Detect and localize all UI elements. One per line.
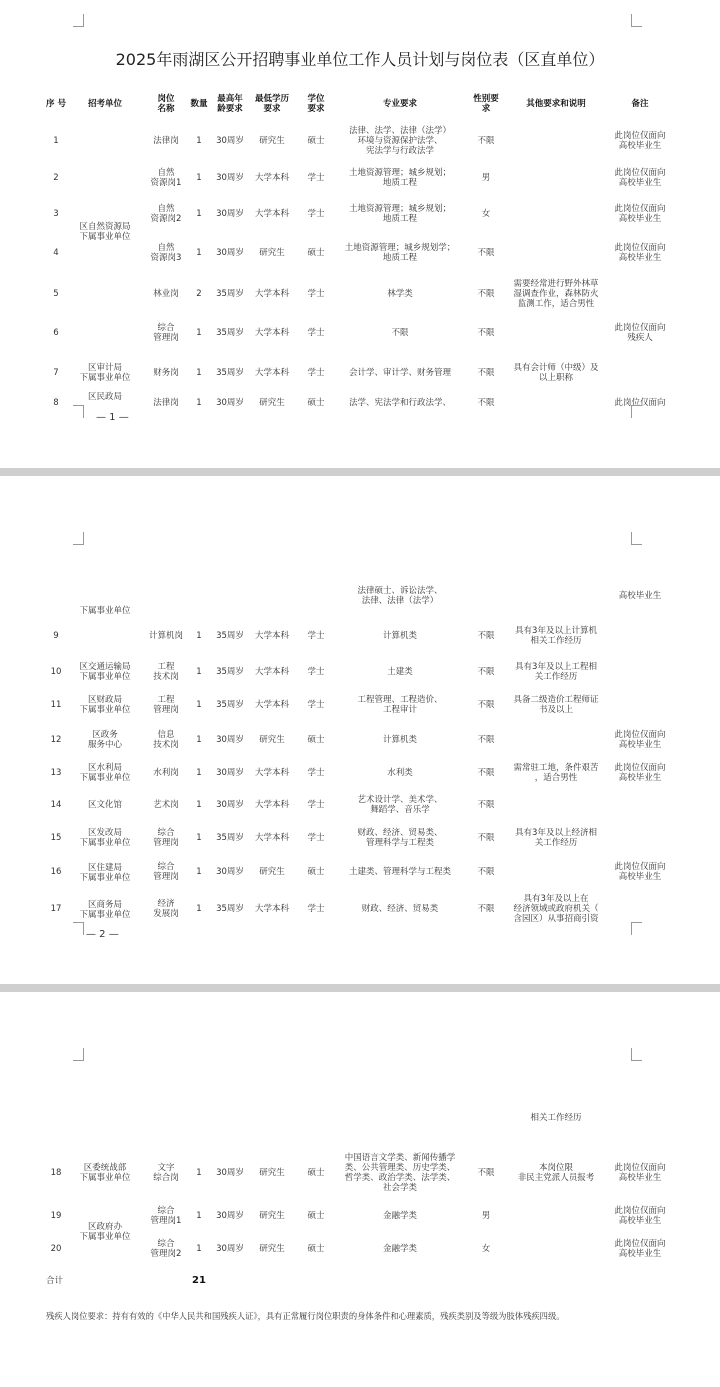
row-count-cell: 1 [196,904,202,914]
row-note-cell: 此岗位仅面向 残疾人 [614,323,666,343]
crop-mark [73,922,84,935]
crop-mark [631,532,642,545]
row-count-cell: 1 [196,248,202,258]
unit-cell: 区民政局 [87,392,123,402]
row-gender-cell: 不限 [477,800,495,810]
row-gender-cell: 不限 [477,667,495,677]
row-major-cell: 水利类 [387,768,413,778]
row-degree-cell: 学士 [307,289,325,299]
row-count-cell: 1 [196,800,202,810]
row-degree-cell: 学士 [307,768,325,778]
row-gender-cell: 不限 [477,1168,495,1178]
page-number: — 1 — [96,412,129,423]
row-count-cell: 1 [196,833,202,843]
row-count-cell: 1 [196,209,202,219]
crop-mark [73,405,84,418]
row-edu-cell: 大学本科 [254,768,290,778]
row-post-cell: 财务岗 [153,368,179,378]
row-major-cell: 工程管理、工程造价、 工程审计 [357,695,443,715]
header-count: 数量 [190,99,208,109]
row-other-cell: 具备二级造价工程师证 书及以上 [513,695,599,715]
row-gender-cell: 不限 [477,867,495,877]
row-post-cell: 综合 管理岗 [153,862,179,882]
row-seq-cell: 4 [53,248,59,258]
row-gender-cell: 男 [481,173,491,183]
unit-cell: 区文化馆 [87,800,123,810]
row-degree-cell: 学士 [307,700,325,710]
page-1 [0,0,720,468]
row-gender-cell: 不限 [477,328,495,338]
row-age-cell: 30周岁 [216,209,244,219]
unit-cell: 区商务局 下属事业单位 [79,900,131,920]
header-major: 专业要求 [382,99,418,109]
crop-mark [631,405,642,418]
row-gender-cell: 女 [481,1244,491,1254]
row-major-cell: 土建类 [387,667,413,677]
row-gender-cell: 不限 [477,700,495,710]
row-edu-cell: 大学本科 [254,631,290,641]
row-seq-cell: 3 [53,209,59,219]
row-post-cell: 综合 管理岗1 [150,1206,182,1226]
row-age-cell: 35周岁 [216,289,244,299]
row-gender-cell: 不限 [477,833,495,843]
header-degree: 学位 要求 [307,94,325,114]
row-degree-cell: 硕士 [307,1168,325,1178]
row-degree-cell: 硕士 [307,735,325,745]
unit-cell: 区政府办 下属事业单位 [79,1222,131,1242]
row-count-cell: 1 [196,398,202,408]
row-gender-cell: 不限 [477,398,495,408]
row-major-cell: 法律、法学、法律（法学） 环境与资源保护法学、 宪法学与行政法学 [348,126,452,156]
unit-cell: 下属事业单位 [79,606,131,616]
row-count-cell: 1 [196,1168,202,1178]
row-age-cell: 35周岁 [216,631,244,641]
row-age-cell: 30周岁 [216,800,244,810]
unit-cell: 区政务 服务中心 [87,730,123,750]
row-gender-cell: 不限 [477,631,495,641]
row-post-cell: 法律岗 [153,398,179,408]
total-value: 21 [192,1275,206,1286]
row-degree-cell: 学士 [307,833,325,843]
row-degree-cell: 学士 [307,800,325,810]
row-age-cell: 30周岁 [216,768,244,778]
row-seq-cell: 13 [50,768,62,778]
row-major-cell: 林学类 [387,289,413,299]
row-gender-cell: 不限 [477,768,495,778]
row-age-cell: 30周岁 [216,1211,244,1221]
row-edu-cell: 大学本科 [254,800,290,810]
row-post-cell: 经济 发展岗 [153,899,179,919]
row-edu-cell: 研究生 [259,735,285,745]
row-seq-cell: 12 [50,735,62,745]
row-seq-cell: 18 [50,1168,62,1178]
row-seq-cell: 16 [50,867,62,877]
row-note-cell: 此岗位仅面向 高校毕业生 [614,204,666,224]
row-post-cell: 计算机岗 [148,631,184,641]
row-edu-cell: 研究生 [259,136,285,146]
row-other-cell: 需要经常进行野外林草 湿调查作业，森林防火 监测工作，适合男性 [513,279,599,309]
row-count-cell: 1 [196,136,202,146]
page-number: — 2 — [86,929,119,940]
row-gender-cell: 不限 [477,136,495,146]
row-seq-cell: 8 [53,398,59,408]
row-major-cell: 财政、经济、贸易类、 管理科学与工程类 [357,828,443,848]
row-edu-cell: 大学本科 [254,833,290,843]
row-note-cell: 此岗位仅面向 高校毕业生 [614,168,666,188]
row-age-cell: 35周岁 [216,700,244,710]
row-age-cell: 30周岁 [216,1244,244,1254]
row-degree-cell: 学士 [307,209,325,219]
row-note-cell: 此岗位仅面向 高校毕业生 [614,1163,666,1183]
row-count-cell: 1 [196,700,202,710]
row-post-cell: 艺术岗 [153,800,179,810]
row-degree-cell: 硕士 [307,1244,325,1254]
row-edu-cell: 研究生 [259,1211,285,1221]
row-count-cell: 1 [196,867,202,877]
row-seq-cell: 17 [50,904,62,914]
header-edu: 最低学历 要求 [254,94,290,114]
row-major-cell: 不限 [391,328,409,338]
row-degree-cell: 学士 [307,368,325,378]
unit-cell: 区水利局 下属事业单位 [79,763,131,783]
row-seq-cell: 9 [53,631,59,641]
row-other-cell: 具有会计师（中级）及 以上职称 [513,363,599,383]
row-count-cell: 1 [196,1211,202,1221]
row-degree-cell: 学士 [307,328,325,338]
row-age-cell: 30周岁 [216,1168,244,1178]
row-post-cell: 法律岗 [153,136,179,146]
row-age-cell: 35周岁 [216,833,244,843]
row-seq-cell: 20 [50,1244,62,1254]
row-post-cell: 信息 技术岗 [153,730,179,750]
page-title: 2025年雨湖区公开招聘事业单位工作人员计划与岗位表（区直单位） [115,50,605,69]
row-count-cell: 1 [196,368,202,378]
crop-mark [631,1048,642,1061]
row-count-cell: 1 [196,173,202,183]
row-edu-cell: 研究生 [259,248,285,258]
row-other-cell: 需常驻工地，条件艰苦 ，适合男性 [513,763,599,783]
header-seq: 序 号 [46,99,66,109]
row-count-cell: 2 [196,289,202,299]
row-age-cell: 30周岁 [216,248,244,258]
unit-cell: 区交通运输局 下属事业单位 [79,662,131,682]
row-seq-cell: 15 [50,833,62,843]
row-degree-cell: 学士 [307,904,325,914]
row-other-cell: 具有3年及以上在 经济领域或政府机关（ 含园区）从事招商引资 [513,894,599,924]
footnote: 残疾人岗位要求：持有有效的《中华人民共和国残疾人证》，具有正常履行岗位职责的身体条件和心理素质，残疾类别及等级为肢体残疾四级。 [46,1311,565,1321]
row-other-cell: 具有3年及以上计算机 相关工作经历 [515,626,597,646]
row-note-cell: 此岗位仅面向 高校毕业生 [614,1239,666,1259]
row-seq-cell: 2 [53,173,59,183]
header-other: 其他要求和说明 [526,99,586,109]
row-seq-cell: 7 [53,368,59,378]
row-degree-cell: 硕士 [307,867,325,877]
row-post-cell: 综合 管理岗 [153,828,179,848]
crop-mark [631,922,642,935]
row-degree-cell: 学士 [307,173,325,183]
unit-cell: 区委统战部 下属事业单位 [79,1163,131,1183]
row-seq-cell: 6 [53,328,59,338]
header-gender: 性别要 求 [473,94,499,114]
total-label: 合计 [46,1276,64,1286]
unit-cell: 区发改局 下属事业单位 [79,828,131,848]
row-other-cell: 本岗位限 非民主党派人员报考 [517,1163,595,1183]
row-note-cell: 此岗位仅面向 高校毕业生 [614,131,666,151]
row-age-cell: 30周岁 [216,735,244,745]
unit-cell: 区自然资源局 下属事业单位 [79,222,131,242]
row-post-cell: 林业岗 [153,289,179,299]
row-note-cell: 此岗位仅面向 高校毕业生 [614,243,666,263]
row-age-cell: 30周岁 [216,136,244,146]
row-edu-cell: 大学本科 [254,289,290,299]
row-major-cell: 法律硕士、诉讼法学、 法律、法律（法学） [357,586,443,606]
row-major-cell: 土地资源管理；城乡规划； 地质工程 [348,204,452,224]
unit-cell: 区财政局 下属事业单位 [79,695,131,715]
row-note-cell: 此岗位仅面向 高校毕业生 [614,1206,666,1226]
row-edu-cell: 研究生 [259,398,285,408]
row-age-cell: 35周岁 [216,328,244,338]
row-other-cell: 相关工作经历 [530,1113,582,1123]
row-note-cell: 高校毕业生 [618,591,662,601]
row-gender-cell: 女 [481,209,491,219]
row-seq-cell: 14 [50,800,62,810]
row-major-cell: 计算机类 [382,631,418,641]
row-degree-cell: 硕士 [307,136,325,146]
crop-mark [631,14,642,27]
page-2 [0,476,720,984]
header-unit: 招考单位 [87,99,123,109]
row-post-cell: 综合 管理岗2 [150,1239,182,1259]
row-age-cell: 30周岁 [216,173,244,183]
unit-cell: 区住建局 下属事业单位 [79,863,131,883]
row-edu-cell: 大学本科 [254,368,290,378]
row-post-cell: 自然 资源岗3 [150,243,182,263]
row-count-cell: 1 [196,328,202,338]
row-major-cell: 艺术设计学、美术学、 舞蹈学、音乐学 [357,795,443,815]
row-edu-cell: 大学本科 [254,328,290,338]
row-major-cell: 土地资源管理；城乡规划； 地质工程 [348,168,452,188]
row-count-cell: 1 [196,631,202,641]
row-age-cell: 35周岁 [216,904,244,914]
row-edu-cell: 大学本科 [254,667,290,677]
row-other-cell: 具有3年及以上工程相 关工作经历 [515,662,597,682]
row-degree-cell: 学士 [307,631,325,641]
row-edu-cell: 研究生 [259,1244,285,1254]
page-3 [0,992,720,1387]
row-degree-cell: 硕士 [307,398,325,408]
row-seq-cell: 1 [53,136,59,146]
row-count-cell: 1 [196,667,202,677]
row-major-cell: 中国语言文学类、新闻传播学 类、公共管理类、历史学类、 哲学类、政治学类、法学类、 社会学类 [344,1153,456,1193]
row-seq-cell: 19 [50,1211,62,1221]
row-age-cell: 30周岁 [216,398,244,408]
row-age-cell: 35周岁 [216,368,244,378]
row-degree-cell: 硕士 [307,248,325,258]
row-major-cell: 土地资源管理；城乡规划学； 地质工程 [344,243,456,263]
row-seq-cell: 5 [53,289,59,299]
row-post-cell: 水利岗 [153,768,179,778]
row-count-cell: 1 [196,768,202,778]
row-edu-cell: 大学本科 [254,209,290,219]
row-gender-cell: 不限 [477,248,495,258]
row-major-cell: 金融学类 [382,1244,418,1254]
row-gender-cell: 不限 [477,289,495,299]
row-edu-cell: 大学本科 [254,173,290,183]
row-count-cell: 1 [196,735,202,745]
row-gender-cell: 男 [481,1211,491,1221]
row-note-cell: 此岗位仅面向 高校毕业生 [614,862,666,882]
row-age-cell: 35周岁 [216,667,244,677]
row-major-cell: 金融学类 [382,1211,418,1221]
row-post-cell: 综合 管理岗 [153,323,179,343]
row-post-cell: 工程 技术岗 [153,662,179,682]
row-note-cell: 此岗位仅面向 高校毕业生 [614,763,666,783]
row-post-cell: 工程 管理岗 [153,695,179,715]
row-degree-cell: 硕士 [307,1211,325,1221]
row-gender-cell: 不限 [477,904,495,914]
header-post: 岗位 名称 [157,94,175,114]
row-degree-cell: 学士 [307,667,325,677]
row-edu-cell: 大学本科 [254,700,290,710]
crop-mark [73,14,84,27]
row-edu-cell: 研究生 [259,867,285,877]
row-major-cell: 土建类、管理科学与工程类 [348,867,452,877]
row-edu-cell: 大学本科 [254,904,290,914]
row-gender-cell: 不限 [477,368,495,378]
row-seq-cell: 10 [50,667,62,677]
header-age: 最高年 龄要求 [217,94,243,114]
row-major-cell: 会计学、审计学、财务管理 [348,368,452,378]
row-seq-cell: 11 [50,700,62,710]
crop-mark [73,1048,84,1061]
unit-cell: 区审计局 下属事业单位 [79,363,131,383]
row-major-cell: 财政、经济、贸易类 [361,904,439,914]
row-major-cell: 计算机类 [382,735,418,745]
header-note: 备注 [631,99,649,109]
row-post-cell: 自然 资源岗1 [150,168,182,188]
row-gender-cell: 不限 [477,735,495,745]
crop-mark [73,532,84,545]
row-post-cell: 自然 资源岗2 [150,204,182,224]
row-post-cell: 文字 综合岗 [153,1163,179,1183]
row-note-cell: 此岗位仅面向 高校毕业生 [614,730,666,750]
row-other-cell: 具有3年及以上经济相 关工作经历 [515,828,597,848]
row-major-cell: 法学、宪法学和行政法学、 [348,398,452,408]
row-note-cell: 此岗位仅面向 [614,398,666,408]
row-age-cell: 30周岁 [216,867,244,877]
row-edu-cell: 研究生 [259,1168,285,1178]
row-count-cell: 1 [196,1244,202,1254]
